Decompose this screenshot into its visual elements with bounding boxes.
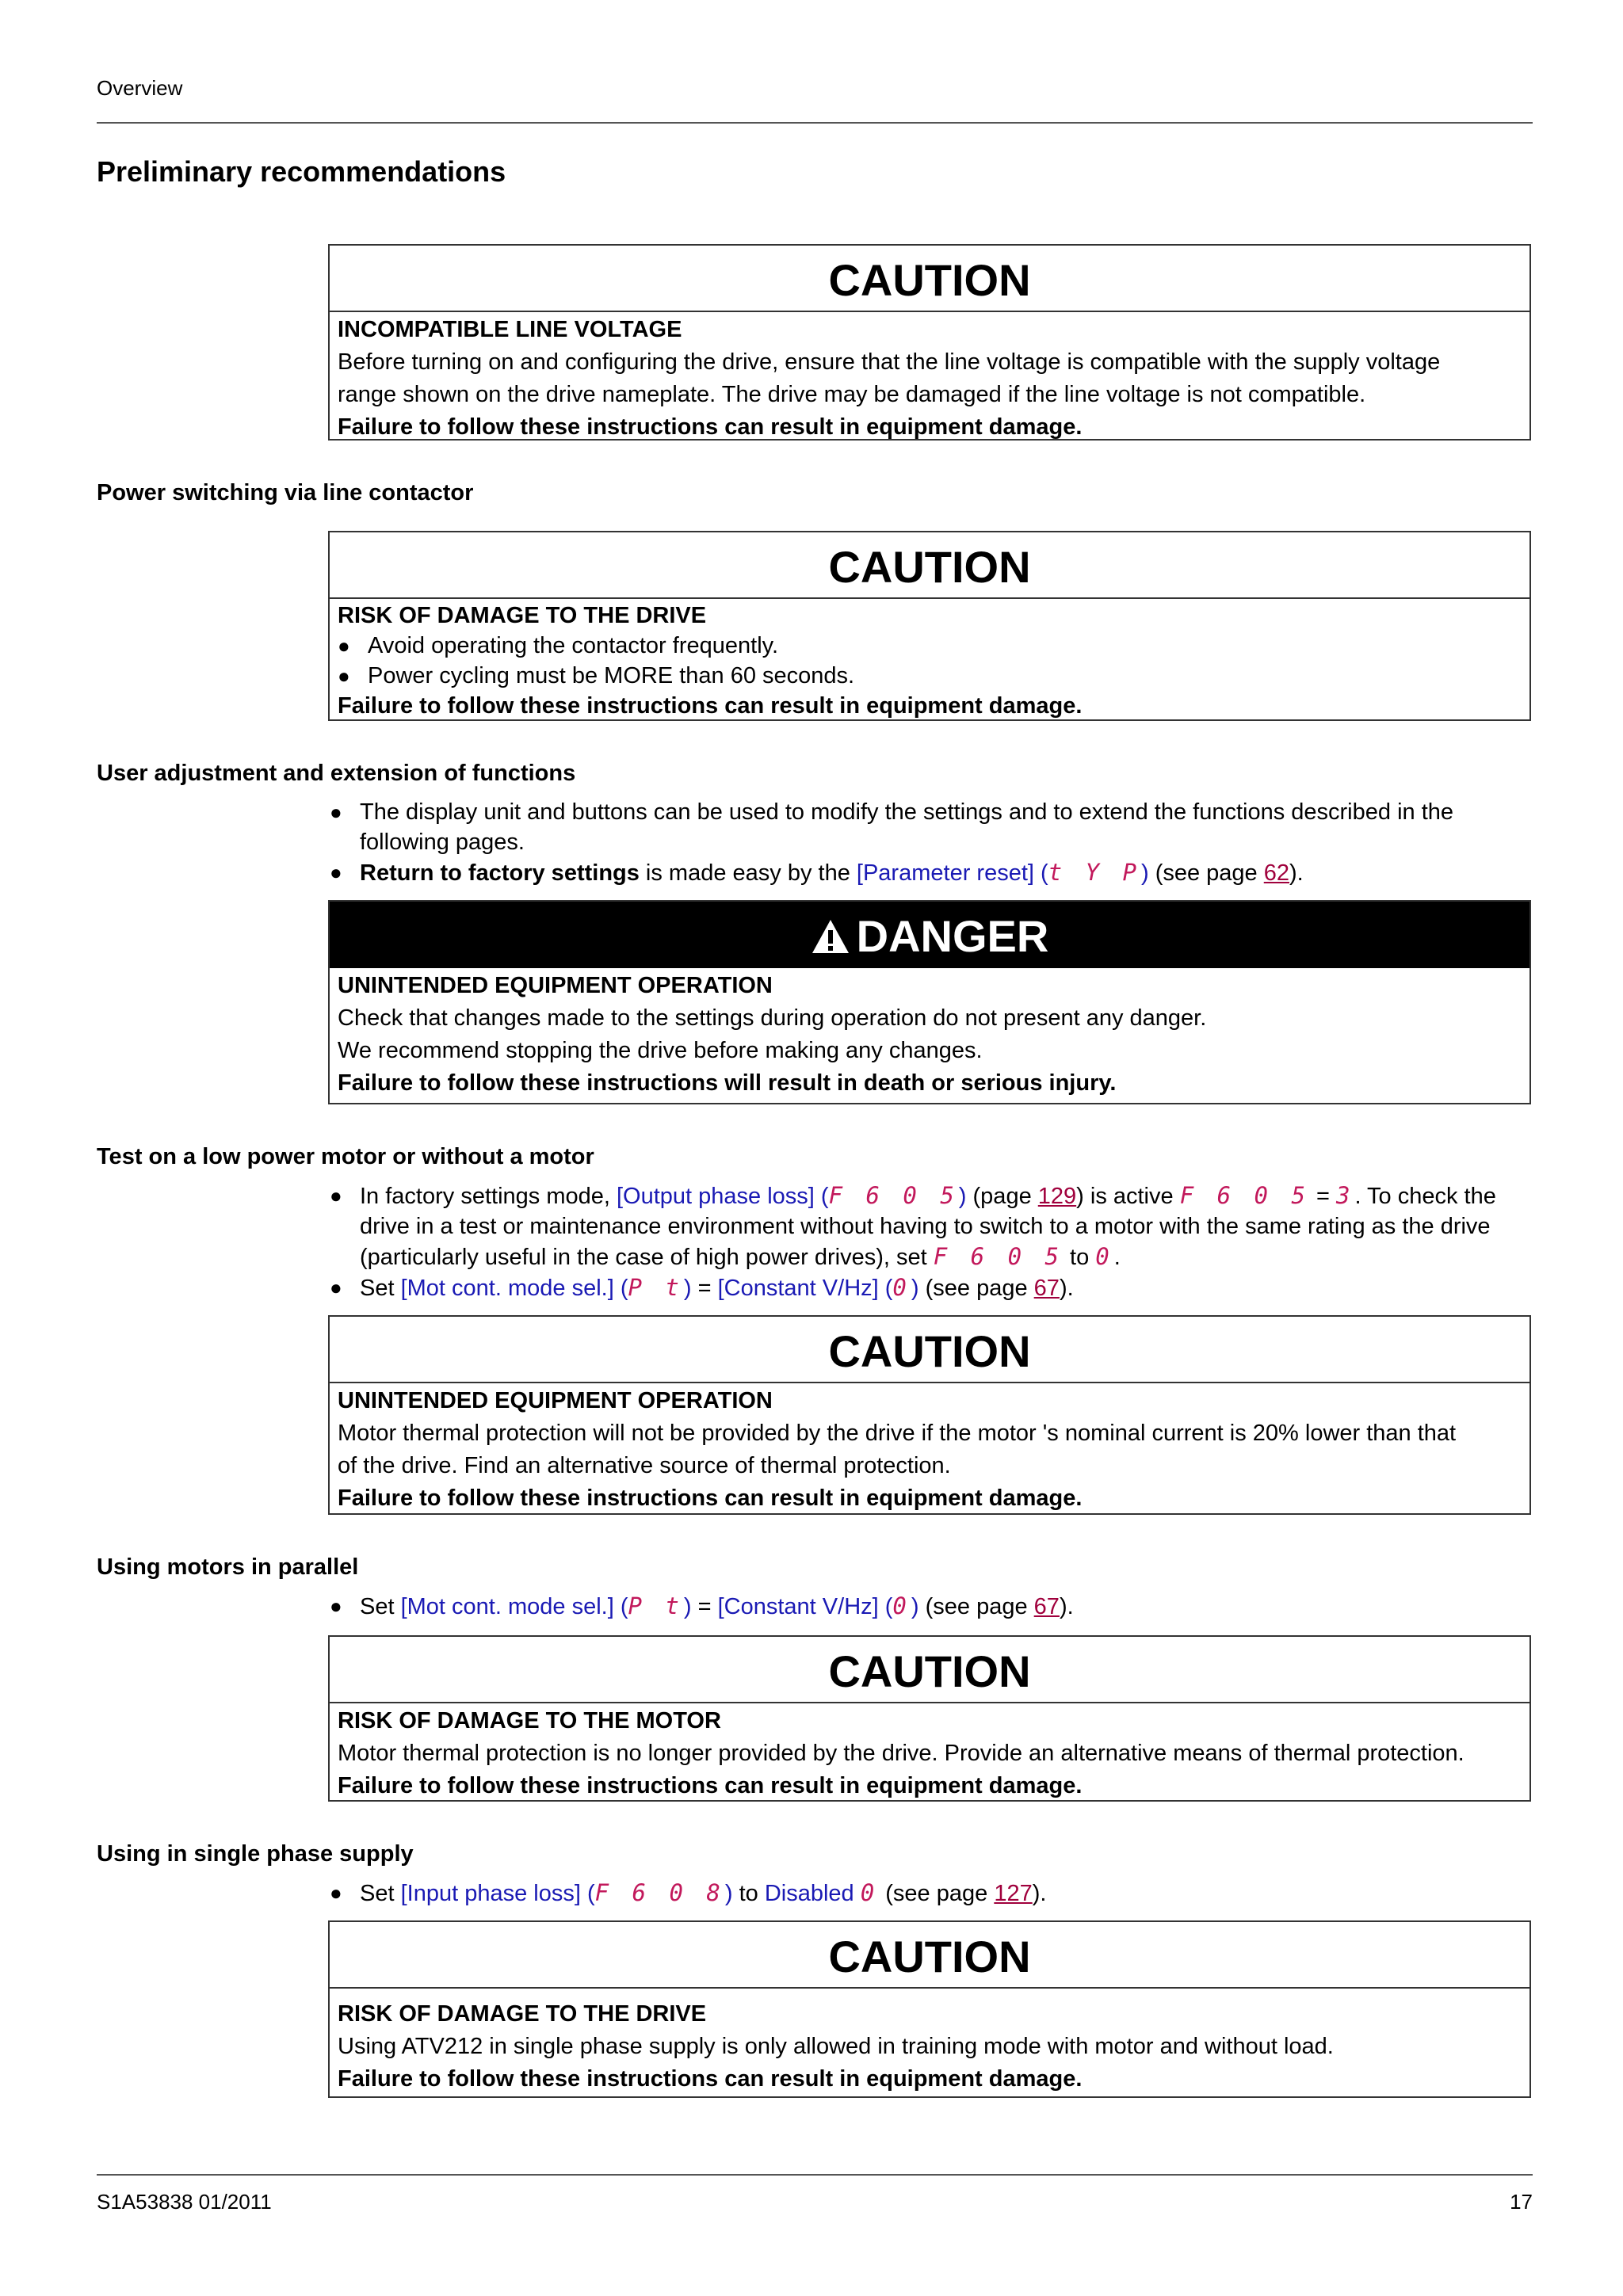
header-section-label: Overview — [97, 76, 183, 100]
list-item — [328, 1272, 1533, 1303]
bullet-text: . To check the drive in a test or maintenance environment without having to switch to a motor with the same rating as the drive (particularly useful in the case of high power drives), set — [360, 1184, 1496, 1270]
bullet-text: (see page — [918, 1276, 1034, 1301]
bullet-text: = — [1309, 1184, 1336, 1209]
danger-title — [330, 902, 1529, 968]
caution-text-line: of the drive. Find an alternative source of thermal protection. — [338, 1453, 951, 1478]
danger-footer: Failure to follow these instructions will result in death or serious injury. — [338, 1070, 1117, 1096]
danger-body — [330, 968, 1529, 1104]
bullet-text: to — [732, 1881, 765, 1906]
bullet-text: is made easy by the — [639, 860, 857, 886]
parameter-code: 0 — [892, 1274, 911, 1301]
danger-heading: UNINTENDED EQUIPMENT OPERATION — [338, 973, 773, 998]
parameter-code: 0 — [892, 1592, 911, 1619]
bullet-text: = — [691, 1276, 718, 1301]
caution-footer: Failure to follow these instructions can result in equipment damage. — [338, 2066, 1083, 2092]
bold-term: Return to factory settings — [360, 860, 640, 886]
bullet-text: ). — [1059, 1594, 1074, 1619]
caution-box-thermal-protection — [328, 1315, 1531, 1515]
caution-box-single-phase — [328, 1920, 1531, 2098]
caution-body — [330, 1703, 1529, 1807]
bullet-text: to — [1063, 1245, 1096, 1270]
list-item — [328, 857, 1533, 888]
bullet-text: (see page — [879, 1881, 995, 1906]
caution-body — [330, 1989, 1529, 2100]
bullet-text: (page — [966, 1184, 1038, 1209]
caution-heading: RISK OF DAMAGE TO THE MOTOR — [338, 1708, 721, 1733]
list-item — [328, 1180, 1533, 1272]
section-heading-test-low-power: Test on a low power motor or without a motor — [97, 1144, 594, 1169]
parameter-code: t Y P — [1048, 859, 1141, 886]
parameter-name: [Mot cont. mode sel.] — [400, 1594, 614, 1619]
list-item — [328, 797, 1533, 857]
danger-text-line: Check that changes made to the settings during operation do not present any danger. — [338, 1005, 1207, 1031]
spacer — [854, 1881, 861, 1906]
bullet-text: Set — [360, 1276, 401, 1301]
caution-body — [330, 1383, 1529, 1520]
section-heading-power-switching: Power switching via line contactor — [97, 480, 474, 505]
caution-text-line: Using ATV212 in single phase supply is only allowed in training mode with motor and without load. — [338, 2034, 1334, 2059]
caution-box-line-voltage — [328, 244, 1531, 441]
parameter-value: 3 — [1335, 1182, 1355, 1209]
caution-title: CAUTION — [330, 532, 1529, 599]
caution-title: CAUTION — [330, 1637, 1529, 1703]
motors-parallel-list — [328, 1591, 1533, 1622]
page-link[interactable]: 127 — [994, 1881, 1033, 1906]
caution-box-motor-damage — [328, 1635, 1531, 1802]
paren: ) — [683, 1594, 692, 1619]
caution-title: CAUTION — [330, 246, 1529, 312]
page-title: Preliminary recommendations — [97, 155, 506, 188]
caution-text-line: range shown on the drive nameplate. The drive may be damaged if the line voltage is not compatible. — [338, 382, 1366, 407]
caution-title: CAUTION — [330, 1317, 1529, 1383]
parameter-name: Disabled — [764, 1881, 854, 1906]
caution-footer: Failure to follow these instructions can result in equipment damage. — [338, 1486, 1083, 1511]
bullet-text: ). — [1032, 1881, 1047, 1906]
parameter-code: F 6 0 5 — [933, 1243, 1064, 1270]
paren: ( — [878, 1594, 893, 1619]
parameter-code: F 6 0 5 — [1179, 1182, 1310, 1209]
caution-body — [330, 312, 1529, 448]
caution-title: CAUTION — [330, 1922, 1529, 1989]
bullet-text: . — [1113, 1245, 1121, 1270]
bullet-text: The display unit and buttons can be used to modify the settings and to extend the functions described in the following pages. — [360, 799, 1454, 855]
page-link[interactable]: 129 — [1037, 1184, 1077, 1209]
danger-text-line: We recommend stopping the drive before making any changes. — [338, 1038, 983, 1063]
caution-footer: Failure to follow these instructions can result in equipment damage. — [338, 693, 1083, 719]
list-item — [328, 1878, 1533, 1909]
parameter-name: [Input phase loss] — [400, 1881, 581, 1906]
caution-heading: RISK OF DAMAGE TO THE DRIVE — [338, 2001, 707, 2027]
bullet-text: = — [691, 1594, 718, 1619]
caution-heading: RISK OF DAMAGE TO THE DRIVE — [338, 603, 707, 628]
caution-heading: INCOMPATIBLE LINE VOLTAGE — [338, 317, 682, 342]
section-heading-user-adjustment: User adjustment and extension of functions — [97, 761, 576, 786]
paren: ( — [580, 1881, 595, 1906]
single-phase-list — [328, 1878, 1533, 1909]
parameter-name: [Mot cont. mode sel.] — [400, 1276, 614, 1301]
paren: ( — [613, 1594, 628, 1619]
caution-bullet: ● Avoid operating the contactor frequently. — [338, 631, 1522, 661]
paren: ( — [878, 1276, 893, 1301]
parameter-code: P t — [628, 1274, 684, 1301]
caution-heading: UNINTENDED EQUIPMENT OPERATION — [338, 1388, 773, 1413]
parameter-name: [Constant V/Hz] — [717, 1276, 879, 1301]
page-link[interactable]: 67 — [1033, 1594, 1060, 1619]
caution-body — [330, 599, 1529, 726]
bullet-text: In factory settings mode, — [360, 1184, 617, 1209]
footer-page-number: 17 — [1510, 2190, 1533, 2214]
bullet-text: Set — [360, 1881, 401, 1906]
caution-text-line: Before turning on and configuring the drive, ensure that the line voltage is compatible with the supply voltage — [338, 349, 1441, 375]
page-link[interactable]: 67 — [1033, 1276, 1060, 1301]
paren: ) — [683, 1276, 692, 1301]
caution-text-line: Motor thermal protection will not be provided by the drive if the motor 's nominal current is 20% lower than that — [338, 1421, 1457, 1446]
bullet-text: ). — [1059, 1276, 1074, 1301]
paren: ) — [958, 1184, 967, 1209]
paren: ( — [814, 1184, 829, 1209]
danger-title-text: DANGER — [856, 911, 1049, 961]
section-heading-single-phase: Using in single phase supply — [97, 1841, 414, 1867]
bullet-text: (see page — [1148, 860, 1264, 886]
bullet-text: ) is active — [1076, 1184, 1180, 1209]
parameter-name: [Output phase loss] — [616, 1184, 815, 1209]
caution-box-contactor — [328, 531, 1531, 721]
caution-text-line: Motor thermal protection is no longer provided by the drive. Provide an alternative means of thermal protection. — [338, 1741, 1465, 1766]
section-heading-motors-parallel: Using motors in parallel — [97, 1554, 359, 1580]
paren: ) — [911, 1594, 919, 1619]
paren: ) — [724, 1881, 733, 1906]
parameter-name: [Constant V/Hz] — [717, 1594, 879, 1619]
parameter-code: 0 — [860, 1879, 880, 1906]
caution-footer: Failure to follow these instructions can result in equipment damage. — [338, 414, 1083, 440]
list-item — [328, 1591, 1533, 1622]
footer-rule — [97, 2174, 1533, 2176]
test-low-power-list — [328, 1180, 1533, 1303]
paren: ) — [911, 1276, 919, 1301]
parameter-code: P t — [628, 1592, 684, 1619]
parameter-name: [Parameter reset] — [856, 860, 1034, 886]
paren: ( — [613, 1276, 628, 1301]
warning-triangle-icon — [811, 918, 850, 955]
bullet-text: Set — [360, 1594, 401, 1619]
page-link[interactable]: 62 — [1263, 860, 1290, 886]
user-adjustment-list — [328, 797, 1533, 888]
paren: ( — [1033, 860, 1048, 886]
parameter-code: F 6 0 5 — [828, 1182, 959, 1209]
bullet-text: ). — [1289, 860, 1304, 886]
footer-doc-ref: S1A53838 01/2011 — [97, 2190, 272, 2214]
header-rule — [97, 122, 1533, 124]
bullet-text: (see page — [918, 1594, 1034, 1619]
caution-footer: Failure to follow these instructions can result in equipment damage. — [338, 1773, 1083, 1798]
paren: ) — [1140, 860, 1149, 886]
parameter-value: 0 — [1095, 1243, 1114, 1270]
danger-box-unintended-operation — [328, 900, 1531, 1104]
parameter-code: F 6 0 8 — [594, 1879, 725, 1906]
caution-bullet: ● Power cycling must be MORE than 60 seconds. — [338, 661, 1522, 691]
